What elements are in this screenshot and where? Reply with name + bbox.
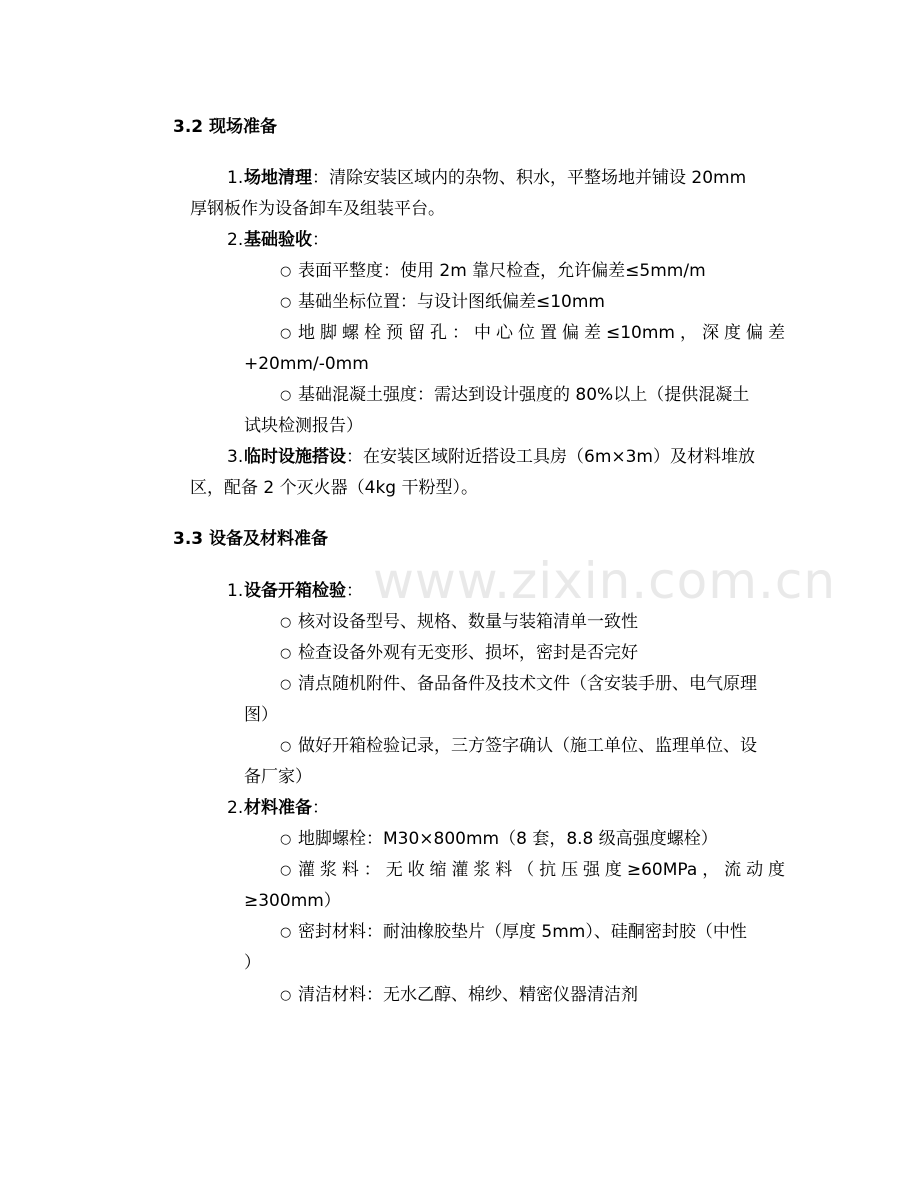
bullet-text-continued: ≥300mm）: [244, 891, 341, 911]
bullet-icon: ○: [280, 832, 292, 847]
item-text-continued: 区，配备 2 个灭火器（4kg 干粉型）。: [190, 478, 478, 498]
bullet-icon: ○: [280, 388, 292, 403]
section-heading-3-2: 3.2 现场准备: [173, 117, 278, 137]
bullet-icon: ○: [280, 925, 292, 940]
bullet-icon: ○: [280, 326, 292, 341]
bullet-icon: ○: [280, 863, 292, 878]
item-title: 临时设施搭设: [244, 447, 346, 467]
bullet-text-continued: 备厂家）: [244, 767, 312, 787]
bullet-icon: ○: [280, 295, 292, 310]
bullet-text: 基础混凝土强度：需达到设计强度的 80%以上（提供混凝土: [298, 385, 750, 405]
bullet-icon: ○: [280, 615, 292, 630]
item-title: 基础验收: [244, 230, 312, 250]
item-colon: ：: [346, 581, 363, 601]
bullet-icon: ○: [280, 677, 292, 692]
item-text: ：清除安装区域内的杂物、积水，平整场地并铺设 20mm: [312, 168, 747, 188]
bullet-text: 密封材料：耐油橡胶垫片（厚度 5mm）、硅酮密封胶（中性: [298, 922, 747, 942]
list-item: [244, 229, 329, 251]
item-text: ：在安装区域附近搭设工具房（6m×3m）及材料堆放: [346, 447, 755, 467]
bullet-text-continued: 图）: [244, 705, 278, 725]
item-colon: ：: [312, 798, 329, 818]
list-item: [244, 797, 329, 819]
item-number: 1.: [227, 168, 244, 188]
bullet-icon: ○: [280, 988, 292, 1003]
item-title: 设备开箱检验: [244, 581, 346, 601]
watermark: www.zixin.com.cn: [373, 552, 837, 610]
item-number: 2.: [227, 798, 244, 818]
bullet-text: 地脚螺栓：M30×800mm（8 套，8.8 级高强度螺栓）: [298, 829, 718, 849]
bullet-text: 灌浆料：无收缩灌浆料（抗压强度≥60MPa，流动度: [298, 860, 785, 880]
bullet-icon: ○: [280, 646, 292, 661]
bullet-text-continued: ）: [244, 953, 261, 973]
bullet-text: 表面平整度：使用 2m 靠尺检查，允许偏差≤5mm/m: [298, 261, 706, 281]
list-item: [244, 167, 746, 189]
bullet-icon: ○: [280, 739, 292, 754]
bullet-text-continued: 试块检测报告）: [244, 416, 363, 436]
item-title: 场地清理: [244, 168, 312, 188]
item-number: 1.: [227, 581, 244, 601]
item-title: 材料准备: [244, 798, 312, 818]
item-number: 3.: [227, 447, 244, 467]
bullet-text: 检查设备外观有无变形、损坏，密封是否完好: [298, 643, 638, 663]
section-heading-3-3: 3.3 设备及材料准备: [173, 529, 329, 549]
bullet-text: 清洁材料：无水乙醇、棉纱、精密仪器清洁剂: [298, 985, 638, 1005]
bullet-text: 做好开箱检验记录，三方签字确认（施工单位、监理单位、设: [298, 736, 757, 756]
list-item: [244, 580, 363, 602]
item-text-continued: 厚钢板作为设备卸车及组装平台。: [190, 199, 445, 219]
bullet-text: 地脚螺栓预留孔：中心位置偏差≤10mm，深度偏差: [298, 323, 785, 343]
item-colon: ：: [312, 230, 329, 250]
bullet-text: 核对设备型号、规格、数量与装箱清单一致性: [298, 612, 638, 632]
bullet-icon: ○: [280, 264, 292, 279]
item-number: 2.: [227, 230, 244, 250]
bullet-text-continued: +20mm/-0mm: [244, 354, 369, 374]
list-item: [244, 446, 755, 468]
bullet-text: 基础坐标位置：与设计图纸偏差≤10mm: [298, 292, 605, 312]
bullet-text: 清点随机附件、备品备件及技术文件（含安装手册、电气原理: [298, 674, 757, 694]
